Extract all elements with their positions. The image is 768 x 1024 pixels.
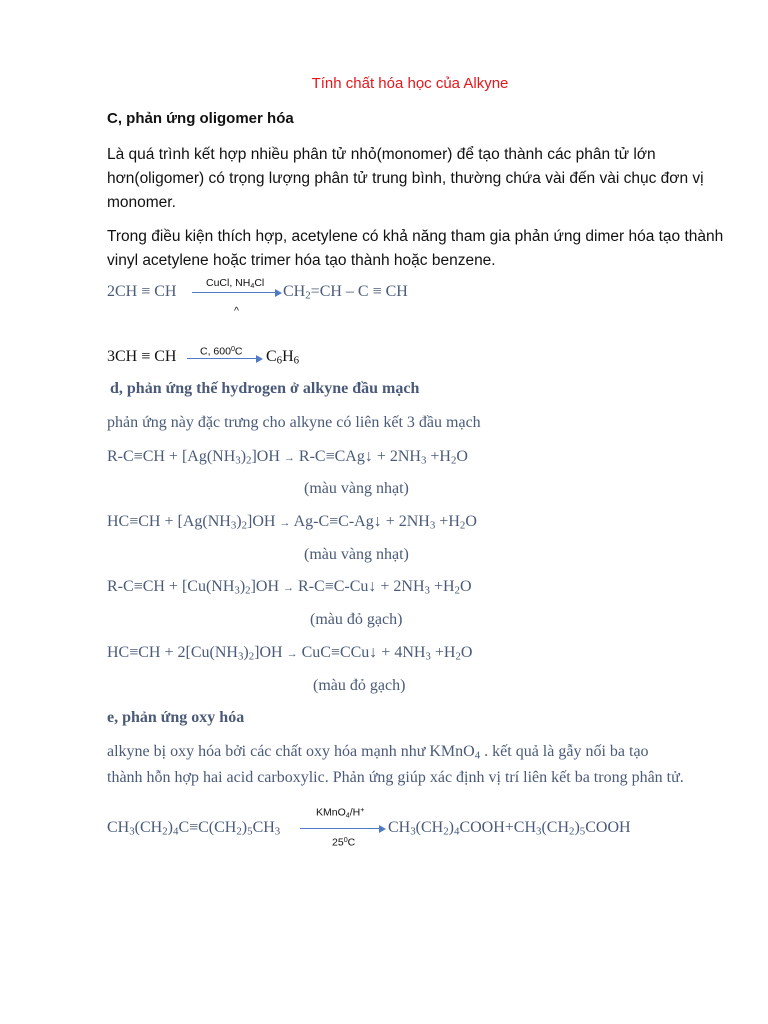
reaction-2-note: (màu vàng nhạt) [304,546,409,563]
oxidation-condition-bottom: $25^0C$ [332,836,356,849]
reaction-4-note: (màu đỏ gạch) [313,677,406,694]
eq1-left: 2CH ≡ CH [107,283,177,300]
eq1-arrow [192,292,280,293]
reaction-3-note: (màu đỏ gạch) [310,611,403,628]
section-e-paragraph: alkyne bị oxy hóa bởi các chất oxy hóa mạnh như KMnO$_4$ . kết quả là gẫy nối ba tạo thành hỗn hợp hai acid carboxylic. Phản ứng giúp xác định vị trí liên kết ba trong phân tử. [107,743,684,786]
section-d-heading: d, phản ứng thế hydrogen ở alkyne đầu mạch [110,380,420,397]
eq2-right: $C_6H_6$ [266,348,300,367]
oxidation-reactant: $CH_3(CH_2)_4C\equiv C(CH_2)_5CH_3$ [107,819,281,838]
oxidation-products: $CH_3(CH_2)_4COOH+CH_3(CH_2)_5COOH$ [388,819,631,838]
eq2-arrow [187,358,261,359]
section-c-heading: C, phản ứng oligomer hóa [107,110,294,127]
eq1-condition: CuCl, $NH_4Cl$ [206,277,265,290]
reaction-3: $R-C\equiv CH + [Cu(NH_3)_2]OH$ → R-C≡C-Cu↓ + $2NH_3 +H_2O$ [107,578,472,597]
reaction-2: $HC\equiv CH + [Ag(NH_3)_2]OH$ → Ag-C≡C-Ag↓ + $2NH_3 +H_2O$ [107,513,477,532]
oxidation-condition-top: KMnO$_4$/H+ [316,806,365,820]
reaction-1-note: (màu vàng nhạt) [304,480,409,497]
eq2-condition: C, $600^0C$ [200,345,243,358]
section-c-paragraph-1: Là quá trình kết hợp nhiều phân tử nhỏ(monomer) để tạo thành các phân tử lớn hơn(oligomer) có trọng lượng phân tử trung bình, thường chứa vài đến vài chục đơn vị monomer. [107,146,704,211]
reaction-1: $R-C\equiv CH + [Ag(NH_3)_2]OH$ → R-C≡CAg↓ + $2NH_3 +H_2O$ [107,448,468,467]
section-c-paragraph-2: Trong điều kiện thích hợp, acetylene có khả năng tham gia phản ứng dimer hóa tạo thành vinyl acetylene hoặc trimer hóa tạo thành hoặc benzene. [107,228,724,269]
section-d-intro: phản ứng này đặc trưng cho alkyne có liên kết 3 đầu mạch [107,414,481,431]
eq1-right: $CH_2=CH - C$ ≡ CH [283,283,408,302]
reaction-4: $HC\equiv CH + 2[Cu(NH_3)_2]OH$ → CuC≡CCu↓ + $4NH_3 +H_2O$ [107,644,473,663]
page-title: Tính chất hóa học của Alkyne [311,75,509,92]
eq1-condition-bottom: ^ [234,305,239,317]
eq2-left: 3CH ≡ CH [107,348,177,365]
oxidation-arrow [300,828,384,829]
section-e-heading: e, phản ứng oxy hóa [107,709,245,726]
